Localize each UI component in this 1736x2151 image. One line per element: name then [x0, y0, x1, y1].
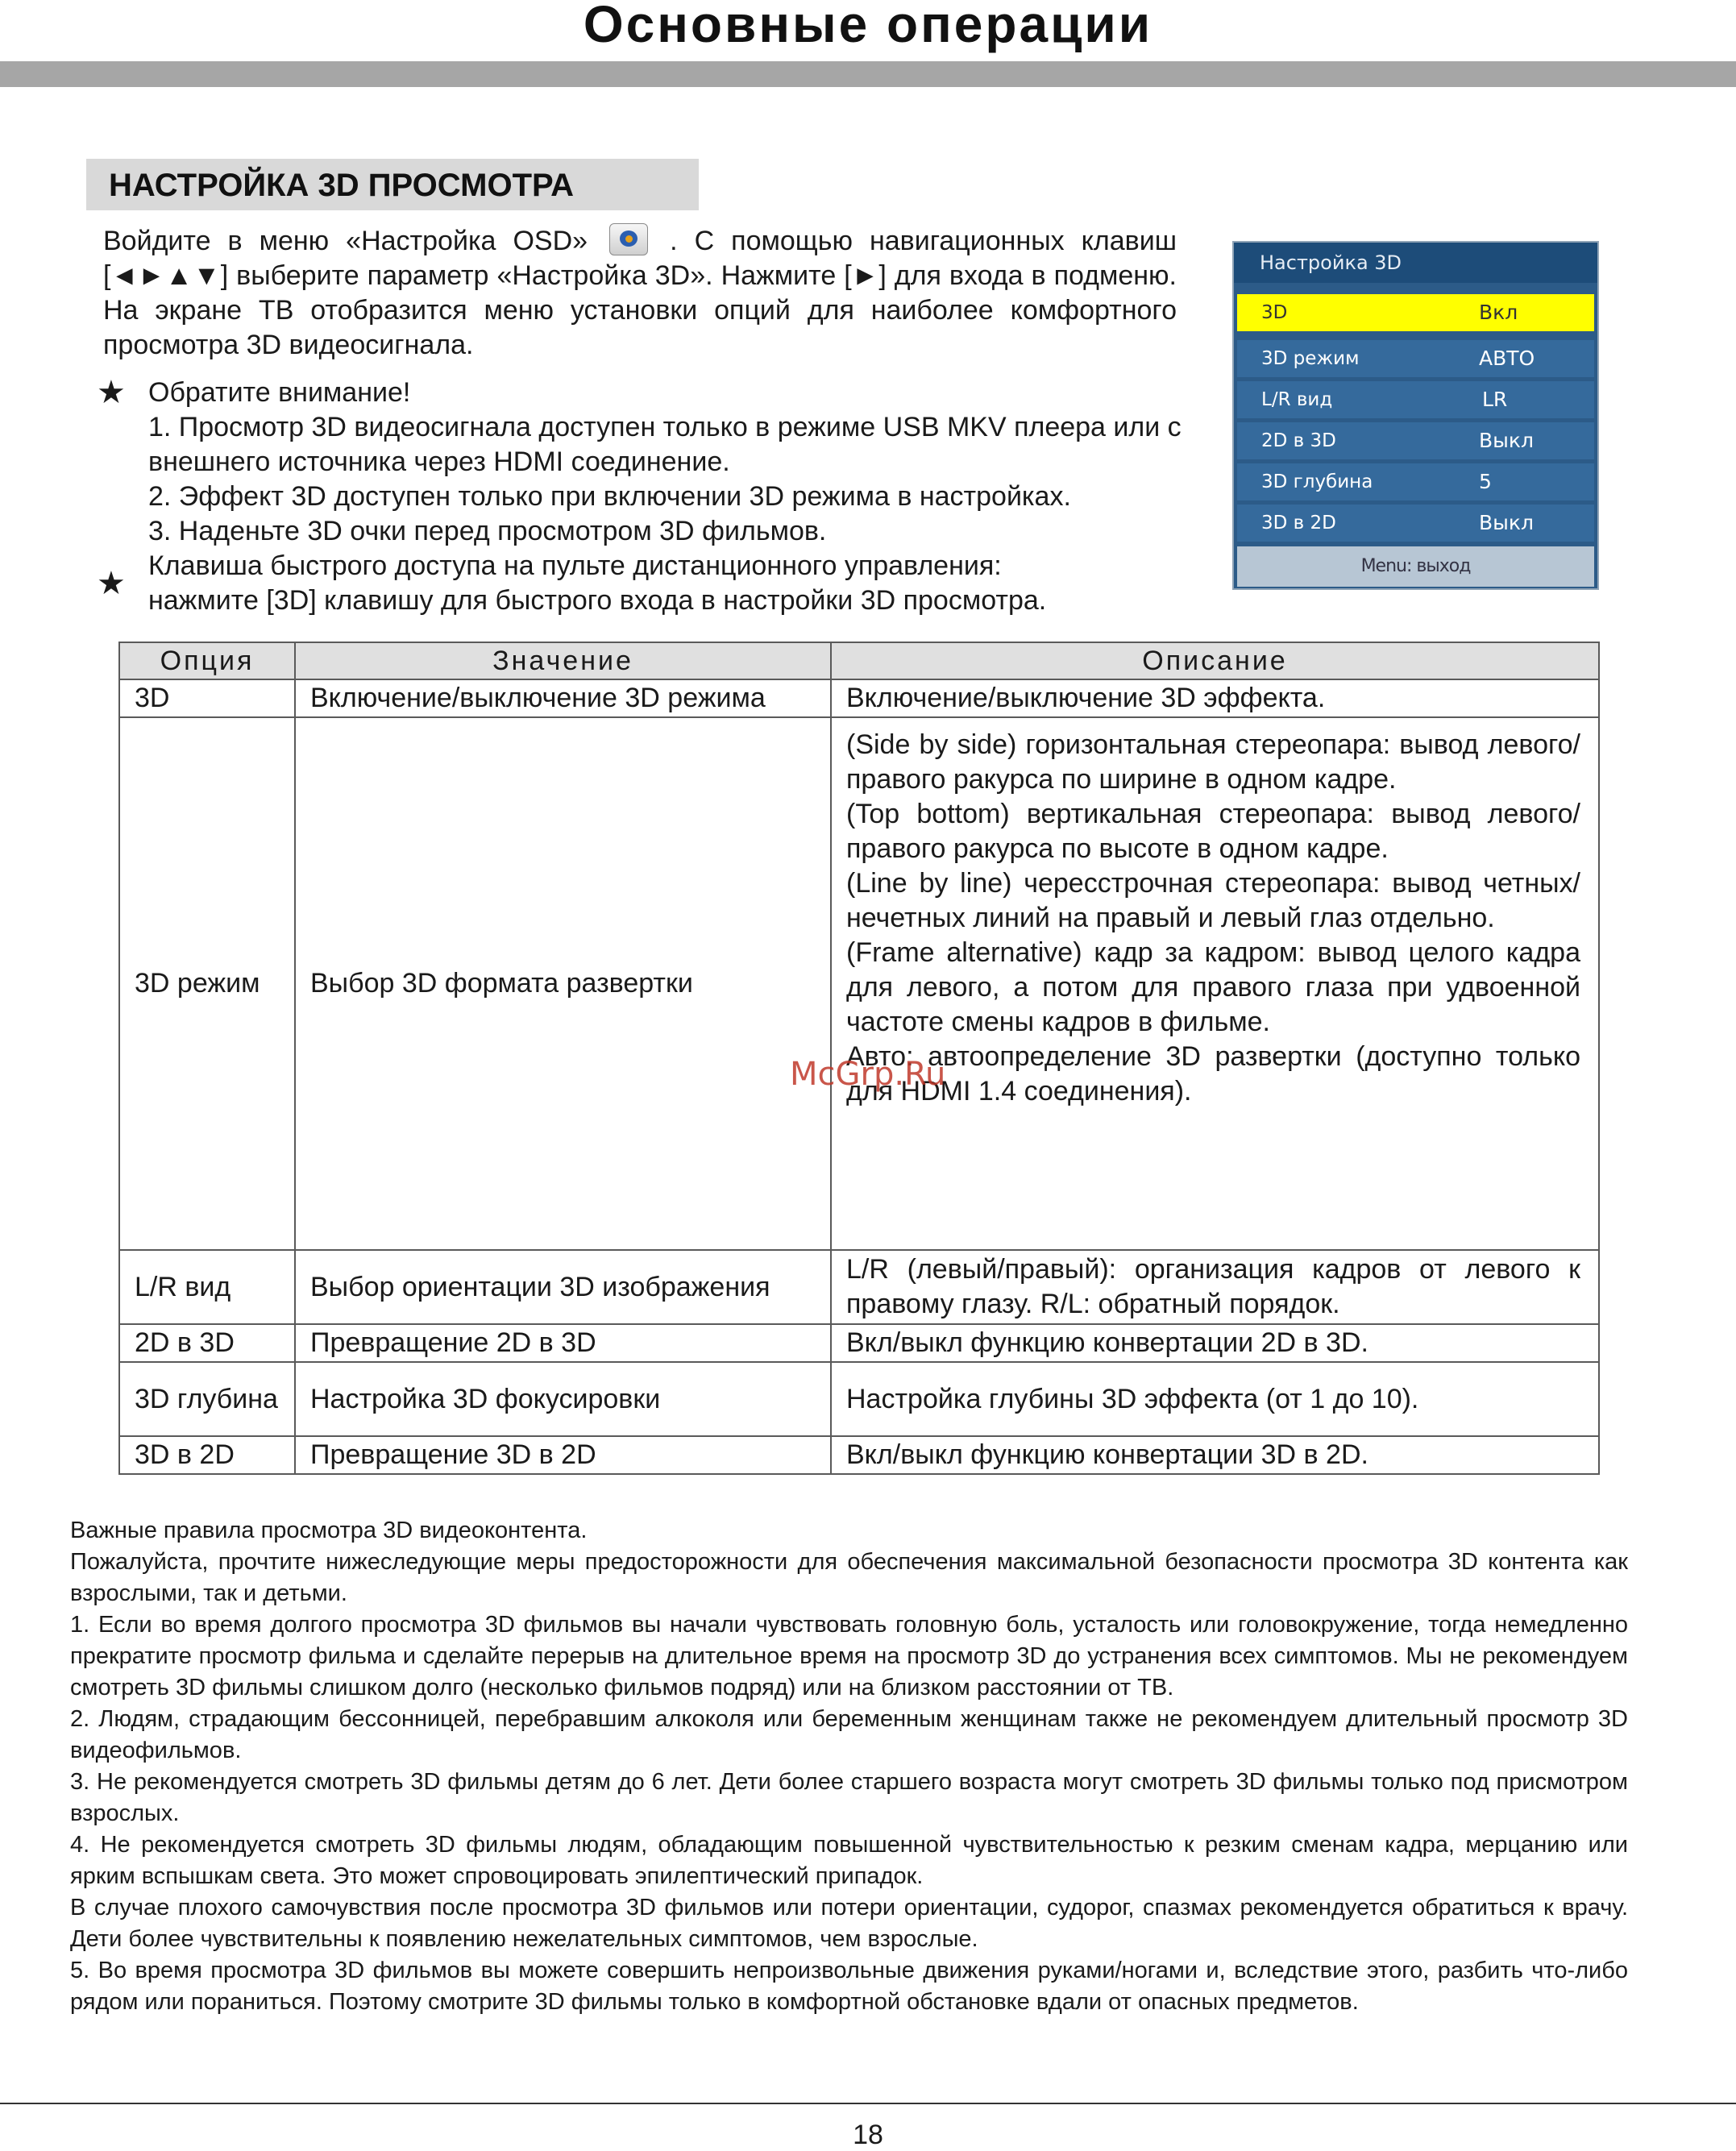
value-cell: Превращение 3D в 2D — [295, 1436, 831, 1474]
description-cell: Вкл/выкл функцию конвертации 3D в 2D. — [831, 1436, 1599, 1474]
value-cell: Выбор 3D формата развертки — [295, 717, 831, 1250]
osd-row-label: 3D режим — [1261, 348, 1360, 369]
hotkey-line-1: Клавиша быстрого доступа на пульте дистанционного управления: — [148, 550, 1002, 581]
osd-row-value: Выкл — [1479, 511, 1534, 534]
note-title-line — [97, 376, 1185, 410]
description-line: Авто: автоопределение 3D развертки (доступно только для HDMI 1.4 соединения). — [846, 1041, 1580, 1107]
watermark: McGrp.Ru — [790, 1056, 946, 1093]
osd-settings-icon — [609, 223, 648, 255]
osd-row-label: 2D в 3D — [1261, 430, 1336, 451]
osd-row-3d-to-2d[interactable] — [1237, 505, 1594, 542]
table-row — [119, 1362, 1599, 1436]
option-cell: 3D — [119, 679, 295, 717]
description-cell: L/R (левый/правый): организация кадров от левого к правому глазу. R/L: обратный порядок. — [831, 1250, 1599, 1324]
osd-row-label: L/R вид — [1261, 389, 1333, 410]
osd-row-label: 3D в 2D — [1261, 513, 1336, 534]
footer-divider — [0, 2103, 1736, 2104]
table-row — [119, 717, 1599, 1250]
option-cell: 3D режим — [119, 717, 295, 1250]
osd-menu-title: Настройка 3D — [1234, 243, 1597, 283]
value-cell: Выбор ориентации 3D изображения — [295, 1250, 831, 1324]
page-title: Основные операции — [583, 0, 1153, 53]
osd-row-label: 3D глубина — [1261, 471, 1373, 492]
osd-row-value: Вкл — [1479, 301, 1518, 324]
header-value: Значение — [295, 642, 831, 679]
value-cell: Превращение 2D в 3D — [295, 1324, 831, 1362]
intro-text-start: Войдите в меню «Настройка OSD» — [103, 226, 588, 256]
description-cell: Вкл/выкл функцию конвертации 2D в 3D. — [831, 1324, 1599, 1362]
notes-block — [97, 376, 1185, 618]
table-row — [119, 1250, 1599, 1324]
description-line: (Side by side) горизонтальная стереопара: вывод левого/правого ракурса по ширине в одном кадре. — [846, 729, 1580, 795]
star-icon: ★ — [97, 375, 126, 410]
osd-row-3d-mode[interactable] — [1237, 340, 1594, 377]
osd-row-2d-to-3d[interactable] — [1237, 422, 1594, 459]
osd-menu-footer: Menu: выход — [1237, 546, 1594, 587]
option-cell: 2D в 3D — [119, 1324, 295, 1362]
osd-row-value: LR — [1482, 388, 1508, 411]
option-cell: 3D в 2D — [119, 1436, 295, 1474]
safety-rules — [70, 1515, 1628, 2018]
note-title: Обратите внимание! — [148, 377, 411, 408]
osd-row-value: АВТО — [1479, 347, 1535, 370]
hotkey-note — [97, 549, 1185, 618]
table-row — [119, 679, 1599, 717]
note-item: 2. Эффект 3D доступен только при включении 3D режима в настройках. — [148, 481, 1071, 512]
rules-paragraph: 5. Во время просмотра 3D фильмов вы можете совершить непроизвольные движения руками/ногами и, вследствие этого, разбить что-либо рядом или пораниться. Поэтому смотрите 3D фильмы только в комфортной обстановке вдали от опасных предметов. — [70, 1958, 1628, 2015]
intro-paragraph — [103, 223, 1177, 363]
value-cell: Настройка 3D фокусировки — [295, 1362, 831, 1436]
rules-paragraph: В случае плохого самочувствия после просмотра 3D фильмов или потери ориентации, судорог, спазмах рекомендуется обратиться к врачу. Дети более чувствительны к появлению нежелательных симптомов, чем взрослые. — [70, 1895, 1628, 1952]
description-line: (Line by line) чересстрочная стереопара: вывод четных/нечетных линий на правый и левый глаз отдельно. — [846, 868, 1580, 933]
hotkey-line-2: нажмите [3D] клавишу для быстрого входа в настройки 3D просмотра. — [148, 585, 1047, 616]
rules-paragraph: 3. Не рекомендуется смотреть 3D фильмы детям до 6 лет. Дети более старшего возраста могут смотреть 3D фильмы только под присмотром взрослых. — [70, 1769, 1628, 1826]
osd-row-3d[interactable] — [1237, 294, 1594, 331]
option-cell: L/R вид — [119, 1250, 295, 1324]
osd-row-lr-view[interactable] — [1237, 381, 1594, 418]
osd-row-label: 3D — [1261, 302, 1288, 323]
rules-paragraph: Пожалуйста, прочтите нижеследующие меры предосторожности для обеспечения максимальной безопасности просмотра 3D контента как взрослыми, так и детьми. — [70, 1549, 1628, 1606]
title-band — [0, 61, 1736, 87]
star-icon: ★ — [97, 566, 126, 601]
table-header-row — [119, 642, 1599, 679]
page-number: 18 — [853, 2120, 883, 2150]
table-row — [119, 1436, 1599, 1474]
header-description: Описание — [831, 642, 1599, 679]
section-heading: НАСТРОЙКА 3D ПРОСМОТРА — [86, 159, 699, 210]
value-cell: Включение/выключение 3D режима — [295, 679, 831, 717]
rules-paragraph: 4. Не рекомендуется смотреть 3D фильмы людям, обладающим повышенной чувствительностью к резким сменам кадра, мерцанию или ярким вспышкам света. Это может спровоцировать эпилептический припадок. — [70, 1832, 1628, 1889]
description-cell — [831, 717, 1599, 1250]
rules-title: Важные правила просмотра 3D видеоконтента. — [70, 1518, 588, 1543]
description-cell: Настройка глубины 3D эффекта (от 1 до 10). — [831, 1362, 1599, 1436]
table-row — [119, 1324, 1599, 1362]
description-line: (Top bottom) вертикальная стереопара: вывод левого/правого ракурса по высоте в одном кадре. — [846, 799, 1580, 864]
option-cell: 3D глубина — [119, 1362, 295, 1436]
header-option: Опция — [119, 642, 295, 679]
osd-row-value: 5 — [1479, 470, 1492, 493]
osd-row-value: Выкл — [1479, 429, 1534, 452]
note-item: 1. Просмотр 3D видеосигнала доступен только в режиме USB MKV плеера или с внешнего источника через HDMI соединение. — [148, 412, 1182, 477]
osd-3d-settings-menu — [1232, 241, 1599, 590]
description-cell: Включение/выключение 3D эффекта. — [831, 679, 1599, 717]
rules-paragraph: 1. Если во время долгого просмотра 3D фильмов вы начали чувствовать головную боль, усталость или головокружение, тогда немедленно прекратите просмотр фильма и сделайте перерыв на длительное время на просмотр 3D до устранения всех симптомов. Мы не рекомендуем смотреть 3D фильмы слишком долго (несколько фильмов подряд) или на близком расстоянии от ТВ. — [70, 1612, 1628, 1700]
note-item: 3. Наденьте 3D очки перед просмотром 3D фильмов. — [148, 516, 827, 546]
osd-row-3d-depth[interactable] — [1237, 463, 1594, 500]
rules-paragraph: 2. Людям, страдающим бессонницей, перебравшим алкоколя или беременным женщинам также не рекомендуем длительный просмотр 3D видеофильмов. — [70, 1706, 1628, 1763]
intro-text-end: . С помощью навигационных клавиш [◄►▲▼] выберите параметр «Настройка 3D». Нажмите [►] для входа в подменю. На экране ТВ отобразится меню установки опций для наиболее комфортного просмотра 3D видеосигнала. — [103, 226, 1177, 360]
description-line: (Frame alternative) кадр за кадром: вывод целого кадра для левого, а потом для правого глаза при удвоенной частоте смены кадров в фильме. — [846, 937, 1580, 1037]
